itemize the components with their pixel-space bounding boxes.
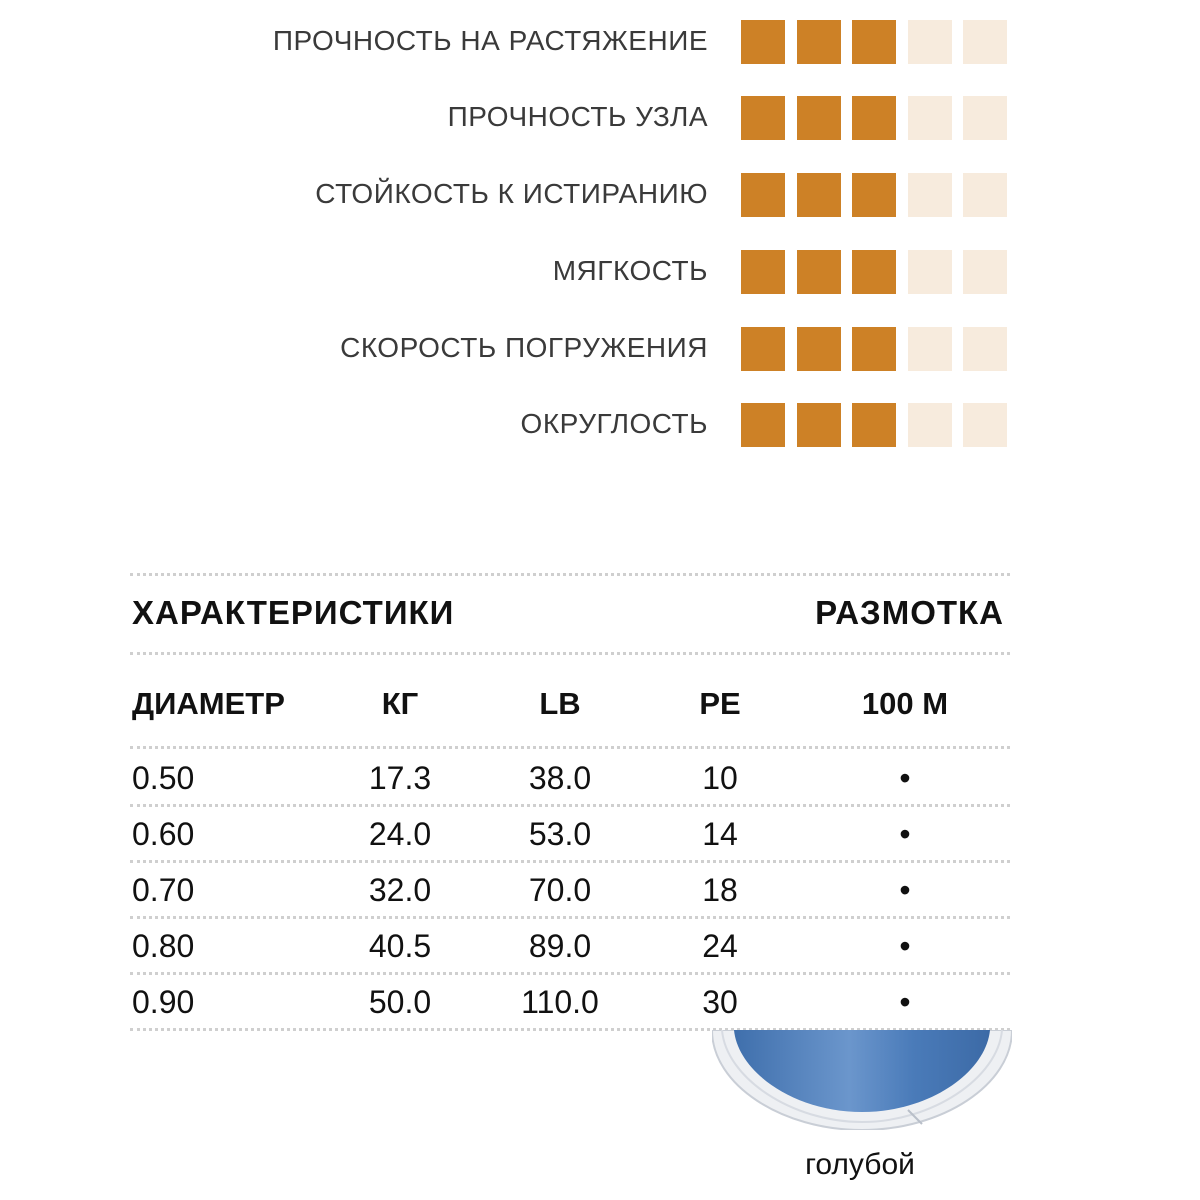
cell-pe: 18 (702, 872, 738, 908)
rating-square-empty (908, 403, 952, 447)
rating-square-filled (797, 250, 841, 294)
rating-row-knot (0, 94, 1200, 140)
rating-square-filled (741, 250, 785, 294)
cell-lb: 89.0 (528, 928, 592, 964)
cell-diameter: 0.80 (132, 928, 195, 964)
rating-square-filled (797, 173, 841, 217)
rating-label: ПРОЧНОСТЬ УЗЛА (447, 101, 708, 132)
rating-square-empty (908, 20, 952, 64)
cell-pe: 24 (702, 928, 738, 964)
column-header-lb: LB (539, 686, 581, 721)
rating-label: СТОЙКОСТЬ К ИСТИРАНИЮ (315, 178, 708, 209)
rating-square-empty (908, 173, 952, 217)
divider (130, 804, 1010, 807)
cell-kg: 24.0 (368, 816, 432, 852)
cell-diameter: 0.50 (132, 760, 195, 796)
column-header-100m: 100 М (861, 686, 949, 721)
column-header-pe: PE (699, 686, 741, 721)
rating-square-filled (741, 173, 785, 217)
rating-row-roundness (0, 401, 1200, 447)
divider (130, 746, 1010, 749)
rating-square-filled (852, 327, 896, 371)
cell-kg: 50.0 (368, 984, 432, 1020)
cell-lb: 38.0 (528, 760, 592, 796)
cell-100m: • (899, 816, 911, 852)
cell-100m: • (899, 928, 911, 964)
column-header-diameter: ДИАМЕТР (132, 686, 285, 721)
rating-square-empty (963, 96, 1007, 140)
section-title-spool: РАЗМОТКА (815, 594, 1004, 631)
rating-label: СКОРОСТЬ ПОГРУЖЕНИЯ (340, 332, 708, 363)
divider (130, 916, 1010, 919)
rating-square-empty (908, 327, 952, 371)
cell-kg: 17.3 (368, 760, 432, 796)
cell-pe: 10 (702, 760, 738, 796)
cell-lb: 110.0 (521, 984, 599, 1020)
rating-square-empty (963, 403, 1007, 447)
rating-label: МЯГКОСТЬ (552, 255, 708, 286)
section-title-specs: ХАРАКТЕРИСТИКИ (132, 594, 455, 631)
rating-label: ОКРУГЛОСТЬ (520, 408, 708, 439)
divider (130, 972, 1010, 975)
rating-square-filled (741, 327, 785, 371)
rating-label: ПРОЧНОСТЬ НА РАСТЯЖЕНИЕ (272, 25, 708, 56)
rating-square-filled (797, 96, 841, 140)
rating-row-abrasion (0, 171, 1200, 217)
rating-row-softness (0, 248, 1200, 294)
rating-row-tensile (0, 18, 1200, 64)
cell-diameter: 0.60 (132, 816, 195, 852)
cell-diameter: 0.70 (132, 872, 195, 908)
rating-row-sinking (0, 325, 1200, 371)
divider (130, 652, 1010, 655)
rating-square-filled (852, 403, 896, 447)
rating-square-empty (963, 173, 1007, 217)
rating-square-empty (908, 96, 952, 140)
cell-pe: 14 (702, 816, 738, 852)
rating-square-empty (908, 250, 952, 294)
cell-kg: 40.5 (368, 928, 432, 964)
divider (130, 860, 1010, 863)
rating-square-filled (852, 173, 896, 217)
rating-square-filled (797, 20, 841, 64)
rating-square-filled (852, 20, 896, 64)
rating-square-filled (852, 96, 896, 140)
cell-lb: 70.0 (528, 872, 592, 908)
rating-square-filled (852, 250, 896, 294)
rating-square-filled (741, 20, 785, 64)
rating-square-filled (741, 96, 785, 140)
cell-lb: 53.0 (528, 816, 592, 852)
rating-square-filled (797, 403, 841, 447)
color-name-label: голубой (805, 1148, 915, 1181)
cell-100m: • (899, 872, 911, 908)
rating-square-filled (741, 403, 785, 447)
divider (130, 573, 1010, 576)
cell-pe: 30 (702, 984, 738, 1020)
column-header-kg: КГ (381, 686, 419, 721)
cell-diameter: 0.90 (132, 984, 195, 1020)
rating-square-empty (963, 20, 1007, 64)
cell-kg: 32.0 (368, 872, 432, 908)
cell-100m: • (899, 984, 911, 1020)
rating-square-empty (963, 250, 1007, 294)
cell-100m: • (899, 760, 911, 796)
rating-square-filled (797, 327, 841, 371)
line-spool-image (712, 1030, 1012, 1130)
rating-square-empty (963, 327, 1007, 371)
